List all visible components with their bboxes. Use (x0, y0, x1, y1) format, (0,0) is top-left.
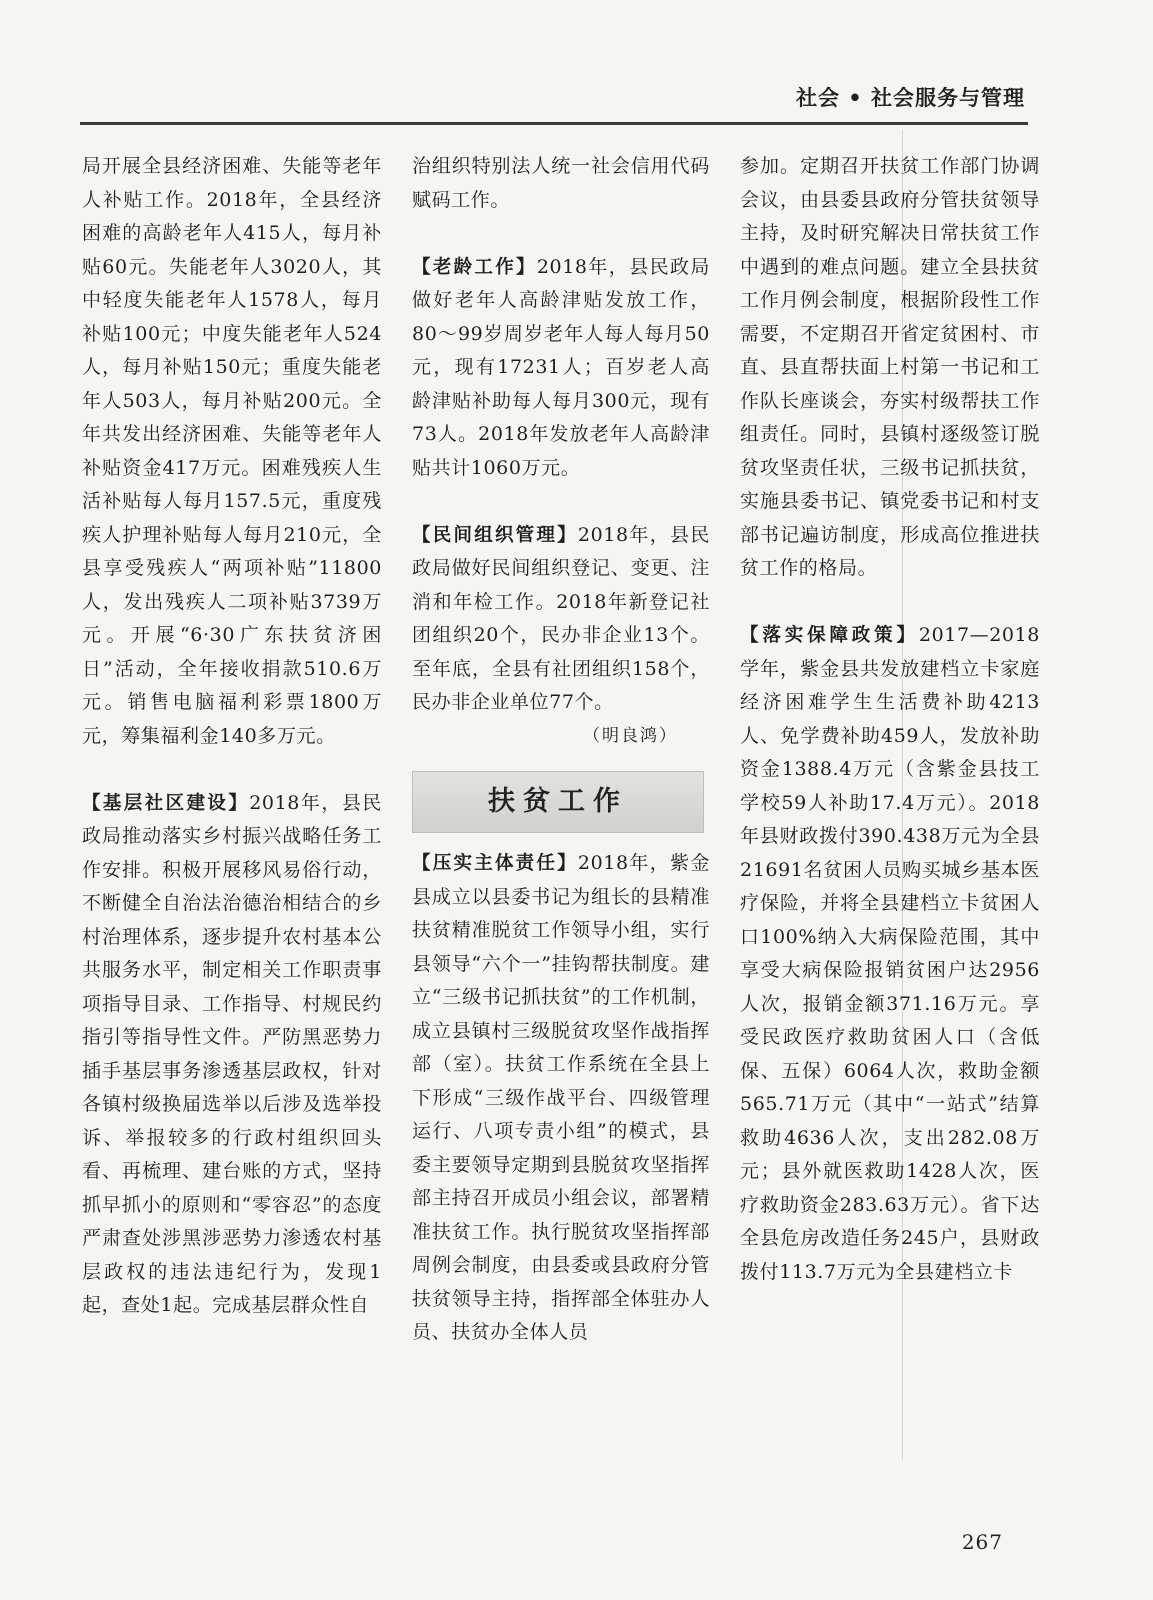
paragraph-civil-org (412, 519, 710, 720)
column-1 (82, 150, 382, 1323)
author-byline: （明良鸿） (583, 725, 678, 746)
paragraph-gap (412, 485, 710, 519)
civil-org-text: 2018年，县民政局做好民间组织登记、变更、注消和年检工作。2018年新登记社团组织20个，民办非企业13个。至年底，全县有社团组织158个，民办非企业单位77个。 (412, 523, 710, 713)
responsibility-text: 2018年，紫金县成立以县委书记为组长的县精准扶贫精准脱贫工作领导小组，实行县领导“六个一”挂钩帮扶制度。建立“三级书记抓扶贫”的工作机制，成立县镇村三级脱贫攻坚作战指挥部（室）。扶贫工作系统在全县上下形成“三级作战平台、四级管理运行、八项专责小组”的模式，县委主要领导定期到县脱贫攻坚指挥部主持召开成员小组会议，部署精准扶贫工作。执行脱贫攻坚指挥部周例会制度，由县委或县政府分管扶贫领导主持，指挥部全体驻办人员、扶贫办全体人员 (412, 852, 710, 1343)
paragraph-responsibility (412, 847, 710, 1350)
section-lead-responsibility: 【压实主体责任】 (412, 853, 578, 874)
policy-text: 2017—2018学年，紫金县共发放建档立卡家庭经济困难学生生活费补助4213人、免学费补助459人，发放补助资金1388.4万元（含紫金县技工学校59人补助17.4万元）。2018年县财政拨付390.438万元为全县21691名贫困人员购买城乡基本医疗保险，并将全县建档立卡贫困人口100%纳入大病保险范围，其中享受大病保险报销贫困户达2956人次，报销金额371.16万元。享受民政医疗救助贫困人口（含低保、五保）6064人次，救助金额565.71万元（其中“一站式”结算救助4636人次，支出282.08万元；县外就医救助1428人次，医疗救助资金283.63万元）。省下达全县危房改造任务245户，县财政拨付113.7万元为全县建档立卡 (740, 624, 1040, 1283)
paragraph-gap (82, 753, 382, 787)
column-3 (740, 150, 1040, 1289)
page-number: 267 (961, 1530, 1003, 1554)
paragraph-gap (412, 217, 710, 251)
section-lead-elderly: 【老龄工作】 (412, 256, 537, 278)
community-text: 2018年，县民政局推动落实乡村振兴战略任务工作安排。积极开展移风易俗行动，不断健全自治法治德治相结合的乡村治理体系，逐步提升农村基本公共服务水平，制定相关工作职责事项指导目录、工作指导、村规民约指引等指导性文件。严防黑恶势力插手基层事务渗透基层政权，针对各镇村级换届选举以后涉及选举投诉、举报较多的行政村组织回头看、再梳理、建台账的方式，坚持抓早抓小的原则和“零容忍”的态度严肃查处涉黑涉恶势力渗透农村基层政权的违法违纪行为，发现1起，查处1起。完成基层群众性自 (82, 791, 382, 1316)
running-head: 社会 • 社会服务与管理 (795, 86, 1025, 110)
paragraph-policy (740, 619, 1040, 1289)
section-lead-community: 【基层社区建设】 (82, 792, 250, 814)
section-lead-policy: 【落实保障政策】 (740, 625, 919, 646)
paragraph-gap (740, 586, 1040, 620)
section-title-poverty: 扶贫工作 (488, 786, 628, 818)
section-heading-box (412, 771, 704, 833)
paragraph-continuation: 治组织特别法人统一社会信用代码赋码工作。 (412, 155, 710, 211)
elderly-text: 2018年，县民政局做好老年人高龄津贴发放工作，80～99岁周岁老年人每人每月50元，现有17231人；百岁老人高龄津贴补助每人每月300元，现有73人。2018年发放老年人高龄津贴共计1060万元。 (412, 255, 710, 479)
paragraph-community (82, 787, 382, 1323)
column-2 (412, 150, 710, 1350)
header-rule (80, 122, 1028, 125)
paragraph-elderly-work (412, 251, 710, 486)
paragraph-elderly-subsidy: 局开展全县经济困难、失能等老年人补贴工作。2018年，全县经济困难的高龄老年人415人，每月补贴60元。失能老年人3020人，其中轻度失能老年人1578人，每月补贴100元；中度失能老年人524人，每月补贴150元；重度失能老年人503人，每月补贴200元。全年共发出经济困难、失能等老年人补贴资金417万元。困难残疾人生活补贴每人每月157.5元，重度残疾人护理补贴每人每月210元，全县享受残疾人“两项补贴”11800人，发出残疾人二项补贴3739万元。开展“6·30广东扶贫济困日”活动，全年接收捐款510.6万元。销售电脑福利彩票1800万元，筹集福利金140多万元。 (82, 155, 382, 747)
section-lead-civil-org: 【民间组织管理】 (412, 524, 578, 546)
paragraph-continuation: 参加。定期召开扶贫工作部门协调会议，由县委县政府分管扶贫领导主持，及时研究解决日常扶贫工作中遇到的难点问题。建立全县扶贫工作月例会制度，根据阶段性工作需要，不定期召开省定贫困村、市直、县直帮扶面上村第一书记和工作队长座谈会，夯实村级帮扶工作组责任。同时，县镇村逐级签订脱贫攻坚责任状，三级书记抓扶贫，实施县委书记、镇党委书记和村支部书记遍访制度，形成高位推进扶贫工作的格局。 (740, 155, 1040, 579)
